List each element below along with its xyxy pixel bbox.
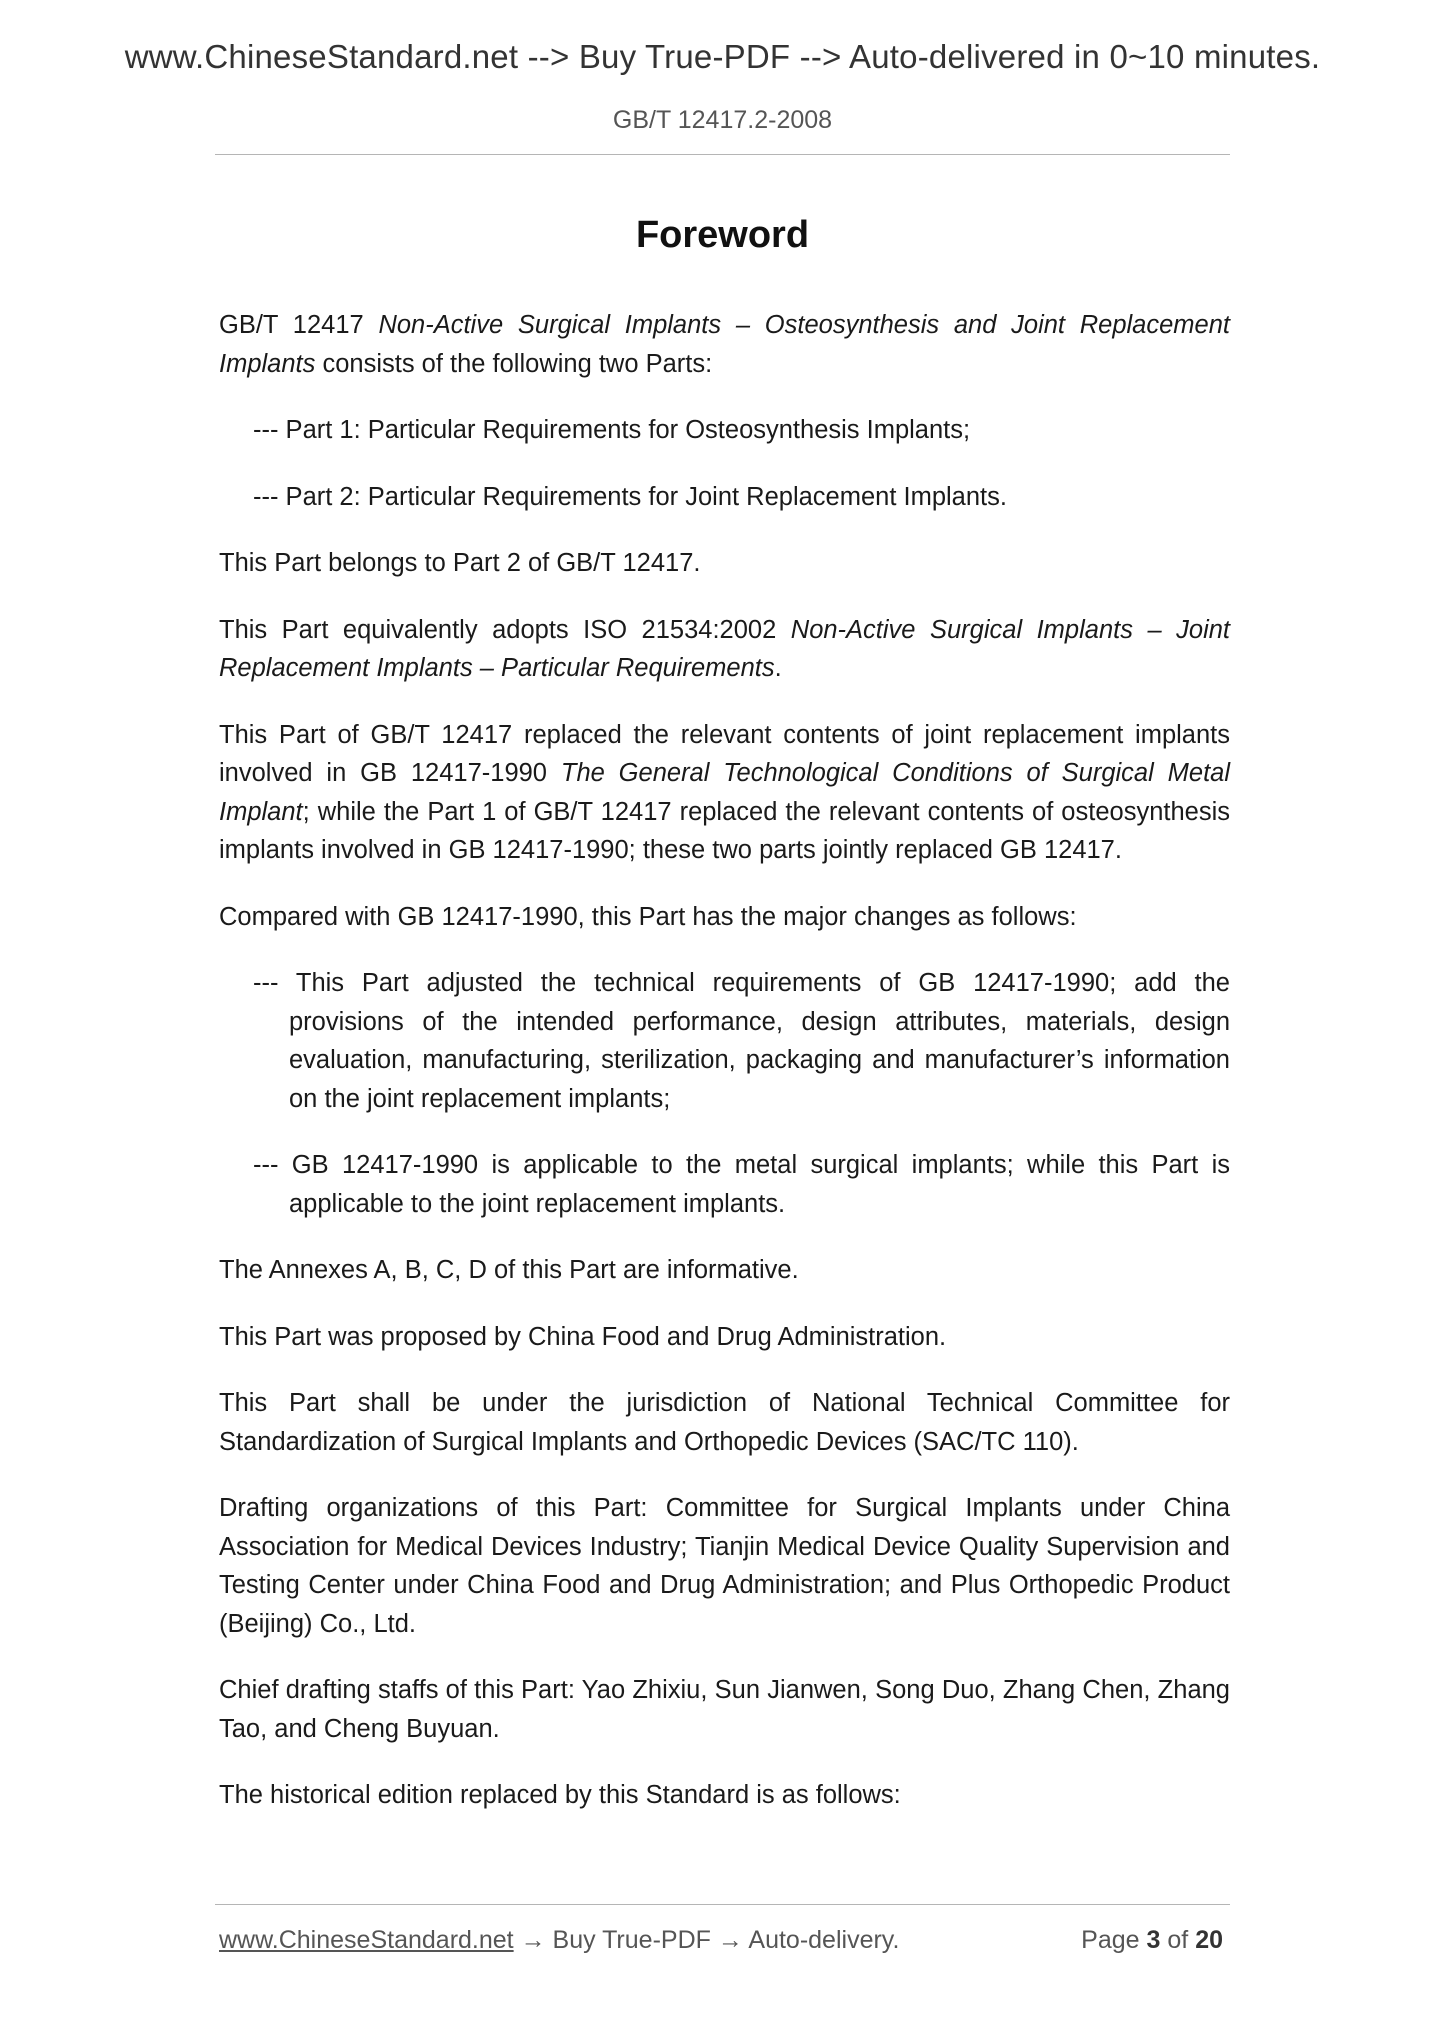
page-indicator: Page 3 of 20: [1081, 1926, 1223, 1954]
paragraph-replaced: This Part of GB/T 12417 replaced the relevant contents of joint replacement implants involved in GB 12417-1990 The General Technological Conditions of Surgical Metal Implant; while the Part 1 of GB/T 12417 replaced the relevant contents of osteosynthesis implants involved in GB 12417-1990; these two parts jointly replaced GB 12417.: [219, 720, 1231, 864]
paragraph-annexes: The Annexes A, B, C, D of this Part are informative.: [219, 1256, 799, 1284]
list-item-change2: --- GB 12417-1990 is applicable to the metal surgical implants; while this Part is applicable to the joint replacement implants.: [253, 1151, 1230, 1218]
paragraph-changes: Compared with GB 12417-1990, this Part has the major changes as follows:: [219, 902, 1077, 931]
footer-site-link[interactable]: www.ChineseStandard.net: [219, 1926, 514, 1954]
list-item-part1: --- Part 1: Particular Requirements for Osteosynthesis Implants;: [253, 416, 971, 444]
page-number: 3: [1146, 1926, 1161, 1954]
footer-divider: [215, 1904, 1230, 1905]
paragraph-belongs: This Part belongs to Part 2 of GB/T 12417.: [219, 549, 701, 577]
page-total: 20: [1195, 1926, 1223, 1954]
header-divider: [215, 154, 1230, 155]
paragraph-proposed: This Part was proposed by China Food and Drug Administration.: [219, 1322, 947, 1351]
paragraph-drafting-orgs: Drafting organizations of this Part: Committee for Surgical Implants under China Association for Medical Devices Industry; Tianjin Medical Device Quality Supervision and Testing Center under China Food and Drug Administration; and Plus Orthopedic Product (Beijing) Co., Ltd.: [219, 1494, 1230, 1638]
paragraph-adopts: This Part equivalently adopts ISO 21534:2002 Non-Active Surgical Implants – Joint Replacement Implants – Particular Requirements.: [219, 615, 1230, 682]
footer-tagline: → Buy True-PDF → Auto-delivery.: [513, 1926, 900, 1954]
paragraph-parts: GB/T 12417 Non-Active Surgical Implants – Osteosynthesis and Joint Replacement Implants consists of the following two Parts:: [219, 311, 1230, 378]
standard-code: GB/T 12417.2-2008: [612, 106, 833, 134]
page-title: Foreword: [635, 214, 810, 256]
foreword-body: [219, 306, 1230, 1843]
footer-source: [219, 1926, 899, 1955]
paragraph-jurisdiction: This Part shall be under the jurisdiction of National Technical Committee for Standardization of Surgical Implants and Orthopedic Devices (SAC/TC 110).: [219, 1389, 1230, 1456]
list-item-part2: --- Part 2: Particular Requirements for Joint Replacement Implants.: [253, 482, 1007, 511]
paragraph-drafting-staff: Chief drafting staffs of this Part: Yao Zhixiu, Sun Jianwen, Song Duo, Zhang Chen, Zhang Tao, and Cheng Buyuan.: [219, 1676, 1230, 1743]
top-banner: www.ChineseStandard.net --> Buy True-PDF --> Auto-delivered in 0~10 minutes.: [124, 38, 1321, 75]
list-item-change1: --- This Part adjusted the technical requirements of GB 12417-1990; add the provisions of the intended performance, design attributes, materials, design evaluation, manufacturing, sterilization, packaging and manufacturer’s information on the joint replacement implants;: [253, 969, 1230, 1113]
paragraph-historical: The historical edition replaced by this Standard is as follows:: [219, 1781, 901, 1809]
